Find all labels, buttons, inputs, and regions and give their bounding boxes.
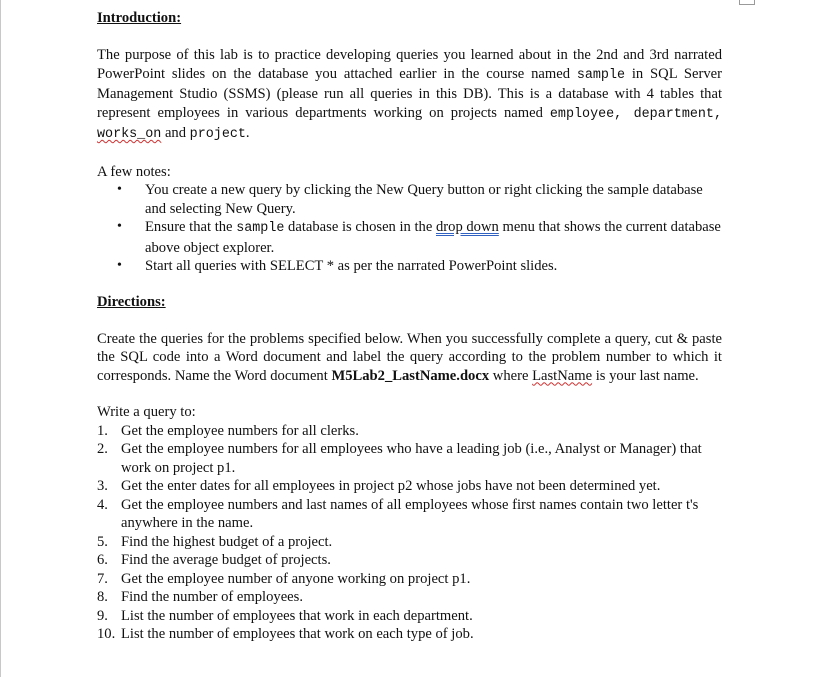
code-project: project <box>189 127 246 142</box>
task-item <box>97 533 722 552</box>
document-body <box>97 9 722 644</box>
note-item-3 <box>97 257 722 276</box>
page-edge <box>0 0 1 677</box>
task-number: 7. <box>97 570 108 587</box>
code-sample: sample <box>576 67 626 83</box>
task-text: Get the employee number of anyone working on project p1. <box>121 570 471 587</box>
notes-list <box>97 181 722 276</box>
task-item <box>97 607 722 626</box>
intro-text-1: The purpose of this lab is to practice developing queries you learned about in the 2nd and 3rd narrated PowerPoint slides on the database you attached earlier in the course named <box>97 47 722 82</box>
intro-heading: Introduction: <box>97 10 182 26</box>
directions-paragraph <box>97 330 722 386</box>
task-number: 3. <box>97 478 108 494</box>
task-item <box>97 625 722 644</box>
task-number: 10. <box>97 626 116 642</box>
task-text: Get the employee numbers and last names of all employees whose first names contain two letter t's anywhere in the name. <box>121 496 699 531</box>
bullet-icon: • <box>117 182 122 197</box>
task-item <box>97 440 722 477</box>
tasks-title: Write a query to: <box>97 404 196 420</box>
task-number: 5. <box>97 533 108 550</box>
intro-paragraph <box>97 46 722 145</box>
task-number: 6. <box>97 552 108 568</box>
directions-text-1: Create the queries for the problems specified below. When you successfully complete a query, cut & paste the SQL code into a Word document and label the query according to the problem number to which it corresponds. Name the Word document <box>97 330 722 384</box>
note-item-2-text-b: database is chosen in the <box>284 219 436 235</box>
task-item <box>97 496 722 533</box>
task-item <box>97 551 722 570</box>
directions-lastname: LastName <box>532 367 593 384</box>
task-item <box>97 477 722 496</box>
bullet-icon: • <box>117 258 122 273</box>
task-item <box>97 422 722 441</box>
tasks-list <box>97 422 722 644</box>
task-number: 9. <box>97 607 108 624</box>
intro-text-2: in SQL Server Management Studio (SSMS) (please run all queries in this DB). This is a database with 4 tables that represent employees in various departments working on projects named <box>97 65 722 121</box>
intro-text-end: . <box>245 125 250 141</box>
task-number: 8. <box>97 589 108 605</box>
task-text: List the number of employees that work in each department. <box>121 607 473 624</box>
task-text: Get the employee numbers for all employees who have a leading job (i.e., Analyst or Manager) that work on project p1. <box>121 441 702 476</box>
note-item-2-code: sample <box>236 221 285 236</box>
task-number: 2. <box>97 441 108 457</box>
note-item-1-text: You create a new query by clicking the New Query button or right clicking the sample database and selecting New Query. <box>145 182 703 217</box>
task-item <box>97 588 722 607</box>
task-item <box>97 570 722 589</box>
directions-heading: Directions: <box>97 293 166 310</box>
directions-text-2: where <box>489 367 533 384</box>
directions-text-3: is your last name. <box>592 367 699 384</box>
note-item-2-drop-down: drop down <box>435 219 499 235</box>
notes-title: A few notes: <box>97 163 171 180</box>
task-text: List the number of employees that work on each type of job. <box>121 626 474 642</box>
directions-filename: M5Lab2_LastName.docx <box>331 367 490 384</box>
task-text: Find the highest budget of a project. <box>121 533 333 550</box>
bullet-icon: • <box>117 219 122 234</box>
code-tables: employee, department, <box>549 106 722 122</box>
note-item-2-text-a: Ensure that the <box>145 219 237 235</box>
code-works-on: works_on <box>97 127 162 142</box>
page-corner-marker <box>739 0 755 5</box>
task-text: Get the enter dates for all employees in project p2 whose jobs have not been determined yet. <box>121 478 661 494</box>
intro-text-and: and <box>161 125 190 141</box>
task-text: Find the average budget of projects. <box>121 552 331 568</box>
task-number: 1. <box>97 422 108 439</box>
note-item-2-text-c: menu that shows the current database above object explorer. <box>145 219 721 256</box>
task-number: 4. <box>97 496 108 513</box>
note-item-2 <box>97 218 722 257</box>
note-item-3-text: Start all queries with SELECT * as per the narrated PowerPoint slides. <box>145 258 558 274</box>
task-text: Find the number of employees. <box>121 589 303 605</box>
task-text: Get the employee numbers for all clerks. <box>121 422 359 439</box>
note-item-1 <box>97 181 722 218</box>
